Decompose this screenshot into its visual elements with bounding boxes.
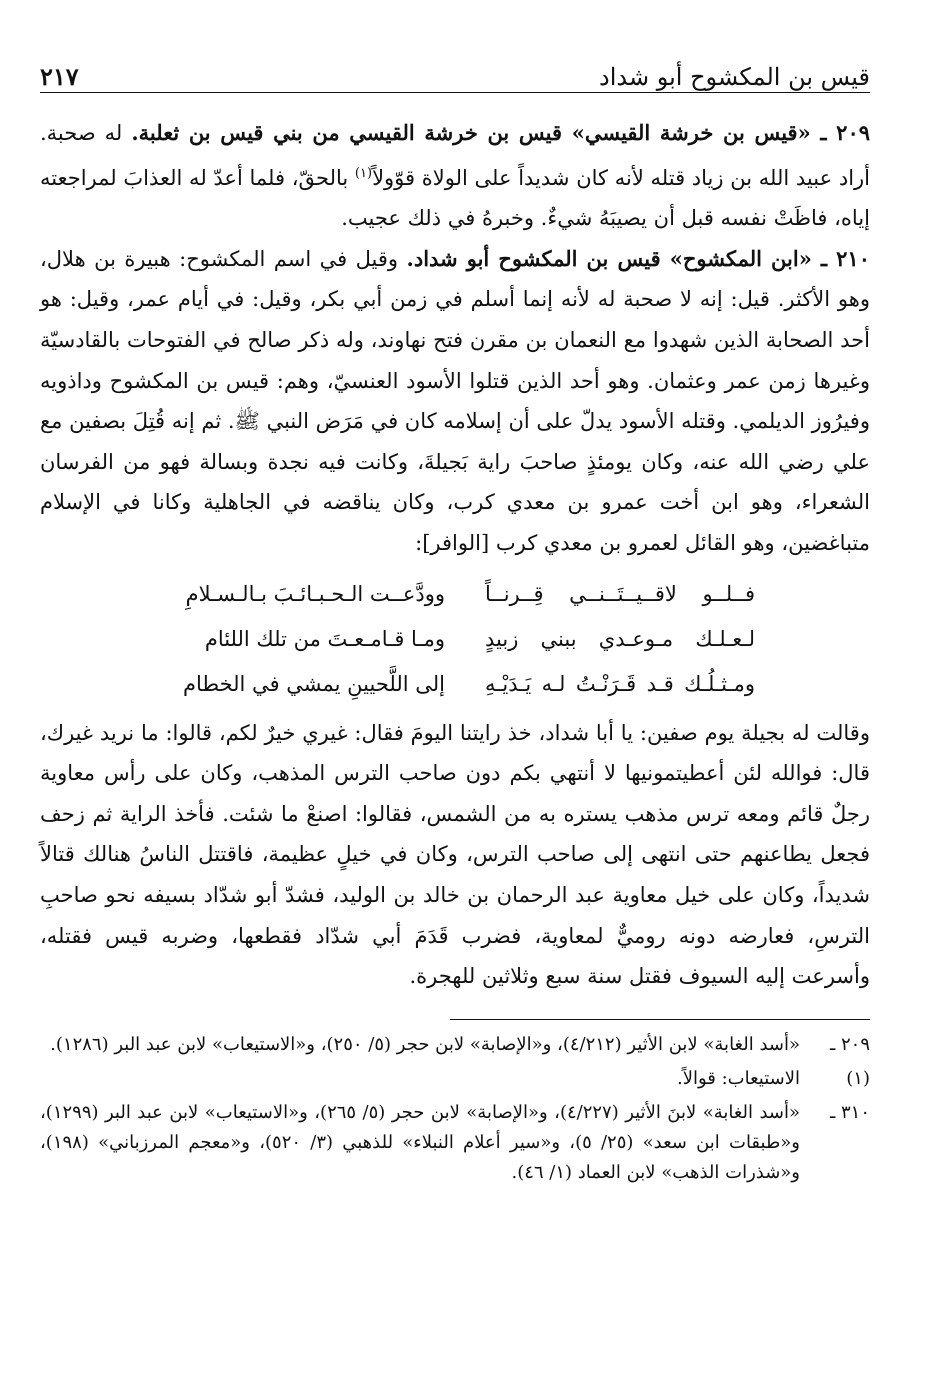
footnote xyxy=(40,1064,870,1094)
poem-first-hemistich: لـعـلـك مـوعـدي ببني زبيدٍ xyxy=(485,626,755,651)
poem-second-hemistich: ومـا قـامـعـتَ من تلك اللئام xyxy=(204,626,445,651)
entry-209 xyxy=(40,113,870,239)
entry-209-heading: ٢٠٩ ـ «قيس بن خرشة القيسي» قيس بن خرشة القيسي من بني قيس بن ثعلبة. xyxy=(131,120,871,145)
footnote-text: «أسد الغابة» لابنَ الأثير (٤/٢٢٧)، و«الإصابة» لابن حجر (٥/ ٢٦٥)، و«الاستيعاب» لابن عبد البر (١٢٩٩)، و«طبقات ابن سعد» (٢٥/ ٥)، و«سير أعلام النبلاء» للذهبي (٣/ ٥٢٠)، و«معجم المرزباني» (١٩٨)، و«شذرات الذهب» لابن العماد (١/ ٤٦). xyxy=(40,1101,801,1183)
entry-210-heading: ٢١٠ ـ «ابن المكشوح» قيس بن المكشوح أبو شداد. xyxy=(406,245,870,271)
entry-209-text: له صحبة. أراد عبيد الله بن زياد قتله لأنه كان شديداً على الولاة قوّولاً xyxy=(40,121,870,190)
poem-first-hemistich: ومـثـلُـك قـد قَـرَنْـتُ لـه يَـدَيْـهِ xyxy=(485,671,755,696)
footnote-label: ٢٠٩ ـ xyxy=(829,1033,870,1055)
entry-210 xyxy=(40,239,870,564)
footnote-text: «أسد الغابة» لابن الأثير (٤/٢١٢)، و«الإصابة» لابن حجر (٥/ ٢٥٠)، و«الاستيعاب» لابن عبد البر (١٢٨٦). xyxy=(50,1033,800,1055)
book-page xyxy=(40,52,870,1188)
poem-first-hemistich: فــلــو لاقــيــتَــنــي قِــرنــاً xyxy=(485,581,755,606)
poem xyxy=(40,572,870,707)
footnotes xyxy=(40,1030,870,1188)
poem-verse xyxy=(40,662,870,707)
entry-210-continuation: وقالت له بجيلة يوم صفين: يا أبا شداد، خذ رايتنا اليومَ فقال: غيري خيرٌ لكم، قالوا: ما نريد غيرك، قال: فوالله لئن أعطيتمونيها لا أنتهي بكم دون صاحب الترس المذهب، وكان على رأس معاوية رجلٌ قائم ومعه ترس مذهب يستره به من الشمس، فقالوا: اصنعْ ما شئت. فأخذ الراية ثم زحف فجعل يطاعنهم حتى انتهى إلى صاحب الترس، وكان في خيلٍ عظيمة، فاقتتل الناسُ هنالك قتالاً شديداً، وكان على خيل معاوية عبد الرحمان بن خالد بن الوليد، فشدّ أبو شدّاد بسيفه نحو صاحبِ الترسِ، فعارضه دونه روميٌّ لمعاوية، فضرب قَدَمَ أبي شدّاد فقطعها، وضربه قيس فقتله، وأسرعت إليه السيوف فقتل سنة سبع وثلاثين للهجرة. xyxy=(40,720,870,989)
page-number: ٢١٧ xyxy=(40,62,79,91)
footnote-separator xyxy=(450,1019,870,1020)
entry-210-text: وقيل في اسم المكشوح: هبيرة بن هلال، وهو الأكثر. قيل: إنه لا صحبة له لأنه إنما أسلم في زمن أبي بكر، وقيل: في أيام عمر، وقيل: هو أحد الصحابة الذين شهدوا مع النعمان بن مقرن فتح نهاوند، وله ذكر صالح في الفتوحات بالقادسيّة وغيرها زمن عمر وعثمان. وهو أحد الذين قتلوا الأسود العنسيّ، وهم: قيس بن المكشوح وداذويه وفيرُوز الديلمي. وقتله الأسود يدلّ على أن إسلامه كان في مَرَض النبي ﷺ. ثم إنه قُتِلَ بصفين مع علي رضي الله عنه، وكان يومئذٍ صاحبَ راية بَجيلةَ، وكانت فيه نجدة وبسالة فهو من الفرسان الشعراء، وهو ابن أخت عمرو بن معدي كرب، وكان يناقضه في الجاهلية وكانا في الإسلام متباغضين، وهو القائل لعمرو بن معدي كرب [الوافر]: xyxy=(40,246,870,555)
poem-second-hemistich: إلى اللَّحيينِ يمشي في الخطام xyxy=(182,671,445,696)
footnote-label: (١) xyxy=(846,1067,870,1089)
poem-verse xyxy=(40,572,870,617)
footnote-label: ٣١٠ ـ xyxy=(829,1101,870,1123)
poem-verse xyxy=(40,617,870,662)
entry-209-text-cont: بالحقّ، فلما أعدّ له العذابَ لمراجعته إياه، فاظَتْ نفسه قبل أن يصيبَهُ شيءٌ. وخبرهُ في ذلك عجيب. xyxy=(40,165,870,231)
running-header xyxy=(40,52,870,93)
footnote-ref: (١) xyxy=(354,165,373,181)
poem-second-hemistich: وودَّعــت الـحـبـائـبَ بـالـسـلامِ xyxy=(185,581,445,606)
main-text xyxy=(40,113,870,997)
running-title: قيس بن المكشوح أبو شداد xyxy=(599,63,870,91)
footnote xyxy=(40,1098,870,1188)
footnote xyxy=(40,1030,870,1060)
footnote-text: الاستيعاب: قوالاً. xyxy=(676,1067,800,1089)
